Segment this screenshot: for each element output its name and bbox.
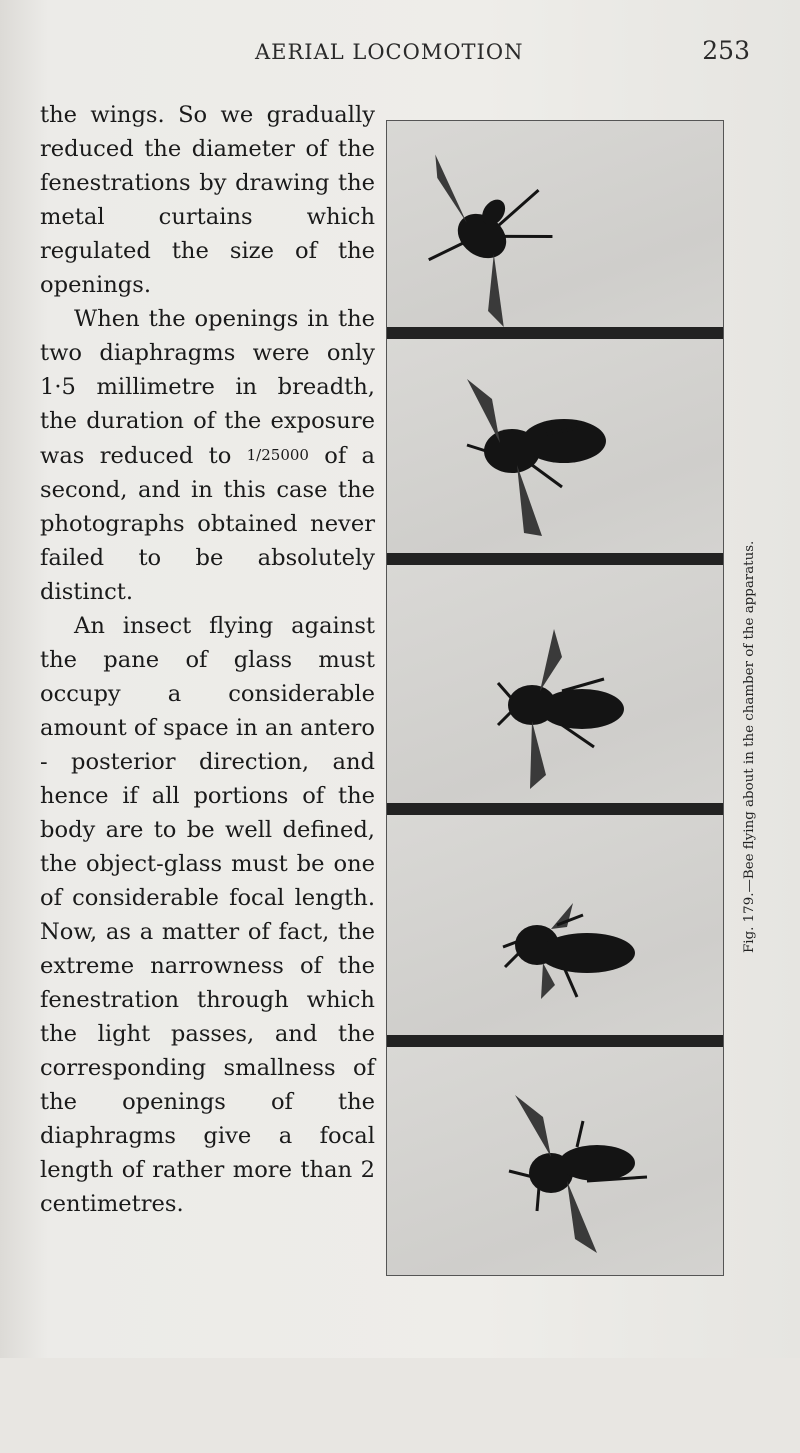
page-number: 253 bbox=[702, 36, 750, 65]
frame-divider-4 bbox=[387, 1035, 723, 1047]
photo-frame-4 bbox=[387, 815, 723, 1035]
figure-caption: Fig. 179.—Bee flying about in the chamber of the apparatus. bbox=[742, 540, 757, 953]
paragraph-2-before: When the openings in the two diaphragms were only 1·5 millimetre in breadth, the duration of the exposure was reduced to bbox=[40, 306, 375, 469]
photo-frame-2 bbox=[387, 339, 723, 553]
paragraph-2-after: of a second, and in this case the photographs obtained never failed to be absolutely distinct. bbox=[40, 443, 375, 605]
photo-frame-1 bbox=[387, 121, 723, 327]
bee-silhouette-1 bbox=[387, 121, 723, 327]
paragraph-2 bbox=[40, 302, 375, 609]
bee-silhouette-3 bbox=[387, 565, 723, 803]
figure-caption-wrapper bbox=[742, 540, 762, 1453]
chronophotograph-figure bbox=[386, 120, 724, 1276]
frame-divider-3 bbox=[387, 803, 723, 815]
paragraph-1: the wings. So we gradually reduced the diameter of the fenestrations by drawing the metal curtains which regulated the size of the openings. bbox=[40, 102, 375, 298]
body-text-column bbox=[40, 98, 375, 1221]
running-title: AERIAL LOCOMOTION bbox=[255, 40, 524, 64]
fraction: 1/25000 bbox=[246, 446, 309, 464]
photo-frame-5 bbox=[387, 1047, 723, 1275]
frame-divider-1 bbox=[387, 327, 723, 339]
photo-frame-3 bbox=[387, 565, 723, 803]
paragraph-3: An insect flying against the pane of glass must occupy a considerable amount of space in an antero - posterior direction, and hence if all portions of the body are to be well defined, the object-glass must be one of considerable focal length. Now, as a matter of fact, the extreme narrowness of the fenestration through which the light passes, and the corresponding smallness of the openings of the diaphragms give a focal length of rather more than 2 centimetres. bbox=[40, 613, 375, 1217]
bee-silhouette-2 bbox=[387, 339, 723, 553]
frame-divider-2 bbox=[387, 553, 723, 565]
bee-silhouette-4 bbox=[387, 815, 723, 1035]
bee-silhouette-5 bbox=[387, 1047, 723, 1275]
